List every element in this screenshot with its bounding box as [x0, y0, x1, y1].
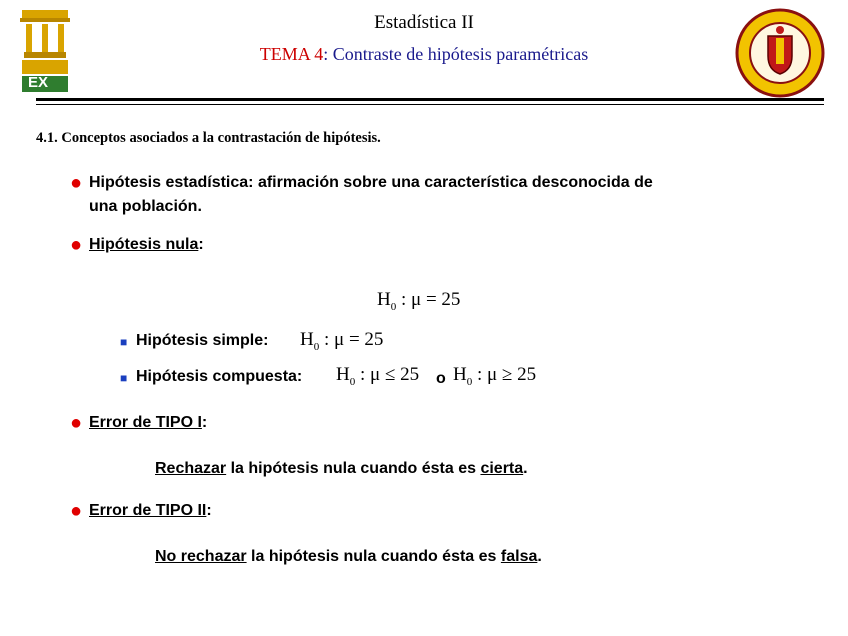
- type-ii-error-definition: [155, 548, 542, 566]
- topic-number: TEMA 4: [259, 44, 324, 64]
- course-title: Estadística II: [374, 12, 474, 33]
- null-hypothesis-label: Hipótesis nula: [89, 236, 199, 253]
- definition-line-1: Hipótesis estadística: afirmación sobre una característica desconocida de: [89, 174, 653, 191]
- formula-rest: : μ ≤ 25: [355, 364, 420, 385]
- type-ii-error-heading: [89, 502, 212, 520]
- section-title: 4.1. Conceptos asociados a la contrastación de hipótesis.: [36, 130, 381, 146]
- type-ii-error-label: Error de TIPO II: [89, 502, 207, 519]
- simple-hypothesis-formula: [300, 329, 383, 353]
- topic-text: Contraste de hipótesis paramétricas: [332, 44, 589, 64]
- h-subscript: 0: [349, 375, 356, 388]
- header-rule-thick: [36, 98, 824, 101]
- square-bullet-icon: ■: [120, 371, 128, 385]
- bullet-icon: ●: [70, 412, 83, 434]
- type-i-error-definition: [155, 460, 528, 478]
- bullet-icon: ●: [70, 172, 83, 194]
- formula-rest: : μ = 25: [319, 329, 384, 350]
- null-hypothesis-formula: [377, 289, 460, 313]
- reject-word: Rechazar: [155, 460, 227, 477]
- colon: :: [198, 236, 204, 253]
- colon: :: [206, 502, 212, 519]
- false-word: falsa: [500, 548, 538, 565]
- uex-logo-text: EX: [28, 74, 49, 91]
- period: .: [523, 460, 528, 477]
- null-hypothesis-heading: [89, 236, 204, 254]
- true-word: cierta: [480, 460, 524, 477]
- formula-rest: : μ ≥ 25: [472, 364, 537, 385]
- h-subscript: 0: [466, 375, 473, 388]
- h-symbol: H: [377, 289, 391, 310]
- h-symbol: H: [300, 329, 314, 350]
- bullet-icon: ●: [70, 500, 83, 522]
- composite-hypothesis-formula-1: [336, 364, 419, 388]
- type-i-error-heading: [89, 414, 207, 432]
- h-subscript: 0: [313, 340, 320, 353]
- composite-hypothesis-label: Hipótesis compuesta:: [136, 368, 303, 385]
- definition-middle: la hipótesis nula cuando ésta es: [226, 460, 481, 477]
- period: .: [537, 548, 542, 565]
- square-bullet-icon: ■: [120, 335, 128, 349]
- definition-middle: la hipótesis nula cuando ésta es: [246, 548, 501, 565]
- not-reject-word: No rechazar: [155, 548, 247, 565]
- or-connector: o: [436, 370, 446, 387]
- topic-separator: :: [323, 44, 333, 64]
- composite-hypothesis-formula-2: [453, 364, 536, 388]
- h-symbol: H: [336, 364, 350, 385]
- h-symbol: H: [453, 364, 467, 385]
- bullet-icon: ●: [70, 234, 83, 256]
- definition-line-2: una población.: [89, 198, 202, 215]
- topic-subtitle: [0, 44, 848, 65]
- h-subscript: 0: [390, 300, 397, 313]
- colon: :: [201, 414, 208, 431]
- header-rule-thin: [36, 104, 824, 105]
- formula-rest: : μ = 25: [396, 289, 461, 310]
- simple-hypothesis-label: Hipótesis simple:: [136, 332, 269, 349]
- type-i-error-label: Error de TIPO I: [89, 414, 202, 431]
